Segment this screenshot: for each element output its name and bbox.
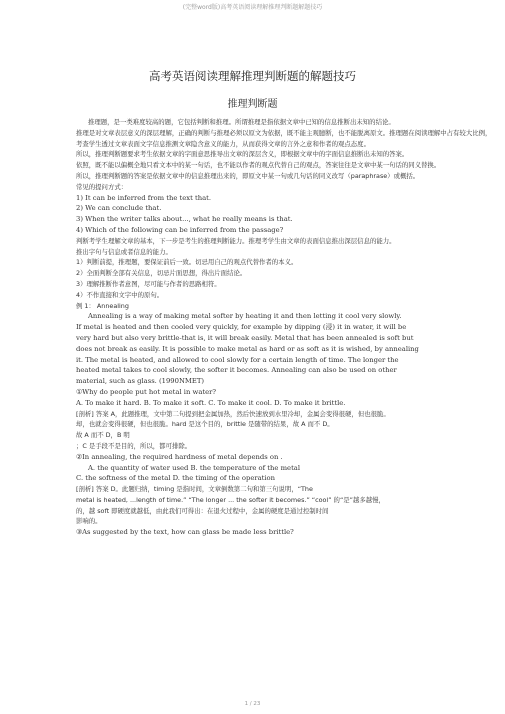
text-line: 的，越 soft 即硬度就越低，由此我们可得出：在退火过程中，金属的硬度是通过控制时间 (76, 506, 329, 515)
text-line: ；C 是手段不是目的，所以，都可排除。 (76, 441, 192, 450)
text-line: 2）全面判断全部有关信息，切忌片面思想，得出片面结论。 (76, 269, 247, 278)
section-title: 推理判断题 (227, 99, 278, 110)
text-line: A. To make it hard. B. To make it soft. C. To make it cool. D. To make it brittle. (76, 398, 346, 407)
text-line: If metal is heated and then cooled very quickly, for example by dipping (浸) it in water, it will be (76, 323, 407, 332)
text-line: 依照，既不能以偏概全地只看文本中的某一句话，也不能以作者的观点代替自己的观点，答案往往是文章中某一句话的同义替换。 (76, 161, 441, 170)
text-line: ①Why do people put hot metal in water? (76, 387, 217, 396)
text-line: heated metal takes to cool slowly, the softer it becomes. Annealing can also be used on other (76, 366, 397, 375)
text-line: 2) We can conclude that. (76, 204, 162, 213)
text-line: C. the softness of the metal D. the timing of the operation (76, 474, 276, 483)
text-line: metal is heated, ...length of time.” “The longer ... the softer it becomes.” “cool” 的“是”越多越慢， (76, 495, 385, 504)
text-line: 4）不作直接和文字中的原句。 (76, 290, 164, 299)
text-line: 却，也就会变得很硬，但也很脆。hard 是这个目的，brittle 是随带的结果，故 A 而不 D。 (76, 420, 334, 429)
text-line: 3) When the writer talks about..., what he really means is that. (76, 215, 293, 224)
text-line: 1) It can be inferred from the text that. (76, 193, 212, 202)
text-line: 常见的提问方式： (76, 182, 128, 191)
text-line: 4) Which of the following can be inferred from the passage? (76, 225, 284, 234)
page-number: 1 / 23 (244, 701, 261, 707)
page-header: (完整word版)高考英语阅读理解推理判断题解题技巧 (182, 4, 323, 11)
text-line: 考查学生透过文章表面文字信息推测文章隐含意义的能力，从而获得文章的言外之意和作者的观点态度。 (76, 139, 370, 148)
text-line: 影响的。 (76, 517, 102, 526)
text-line: 推理是对文章表层意义的深层理解，正确的判断与推理必须以原文为依据，既不能主观臆断，也不能脱离原文。推理题在阅读理解中占有较大比例， (76, 128, 492, 137)
text-line: A. the quantity of water used B. the temperature of the metal (88, 463, 301, 472)
text-line: 判断考学生理解文章的基本，下一步是考生的推理判断能力。推理考学生由文章的表面信息推出深层信息的能力。 (76, 236, 396, 245)
text-line: ②In annealing, the required hardness of metal depends on . (76, 452, 283, 461)
text-line: 例 1： Annealing (76, 301, 129, 310)
text-line: 1）判断前提，推理题，要保证前后一致。切忌用自己的观点代替作者的本义。 (76, 258, 298, 267)
text-line: material, such as glass. (1990NMET) (76, 377, 205, 386)
text-line: 推出字句与信息或者信息的能力。 (76, 247, 172, 256)
text-line: 故 A 而不 D，B 明 (76, 431, 130, 440)
text-line: 所以，推理判断题的答案是依据文章中的信息推理出来的，即原文中某一句或几句话的同义改写（paraphrase）或概括。 (76, 171, 420, 180)
text-line: 3）理解推断作者意图，尽可能与作者的思路相符。 (76, 279, 221, 288)
text-line: 推理题，是一类难度较高的题，它包括判断和推理。所谓推理是指依据文章中已知的信息推断出未知的结论。 (88, 118, 395, 126)
text-line: 所以，推理判断题要求考生依据文章的字面意思推导出文章的深层含义，即根据文章中的字面信息推断出未知的答案。 (76, 150, 409, 159)
text-line: ③As suggested by the text, how can glass be made less brittle? (76, 528, 294, 537)
text-line: it. The metal is heated, and allowed to cool slowly for a certain length of time. The longer the (76, 355, 399, 364)
text-line: very hard but also very brittle-that is, it will break easily. Metal that has been annealed is soft but (76, 333, 414, 342)
document-body (76, 117, 492, 538)
text-line: [剖析] 答案 A，此题推理，文中第二句提到把金属加热，然后快速放到水里冷却，金属会变得很硬，但也很脆。 (76, 409, 390, 418)
document-title: 高考英语阅读理解推理判断题的解题技巧 (149, 69, 356, 83)
text-line: [剖析] 答案 D。此题归纳，timing 是指时间，文章倒数第二句和第三句说明，“The (76, 485, 313, 494)
text-line: does not break as easily. It is possible to make metal as hard or as soft as it is wished, by annealing (76, 344, 419, 353)
text-line: Annealing is a way of making metal softer by heating it and then letting it cool very slowly. (88, 312, 402, 321)
